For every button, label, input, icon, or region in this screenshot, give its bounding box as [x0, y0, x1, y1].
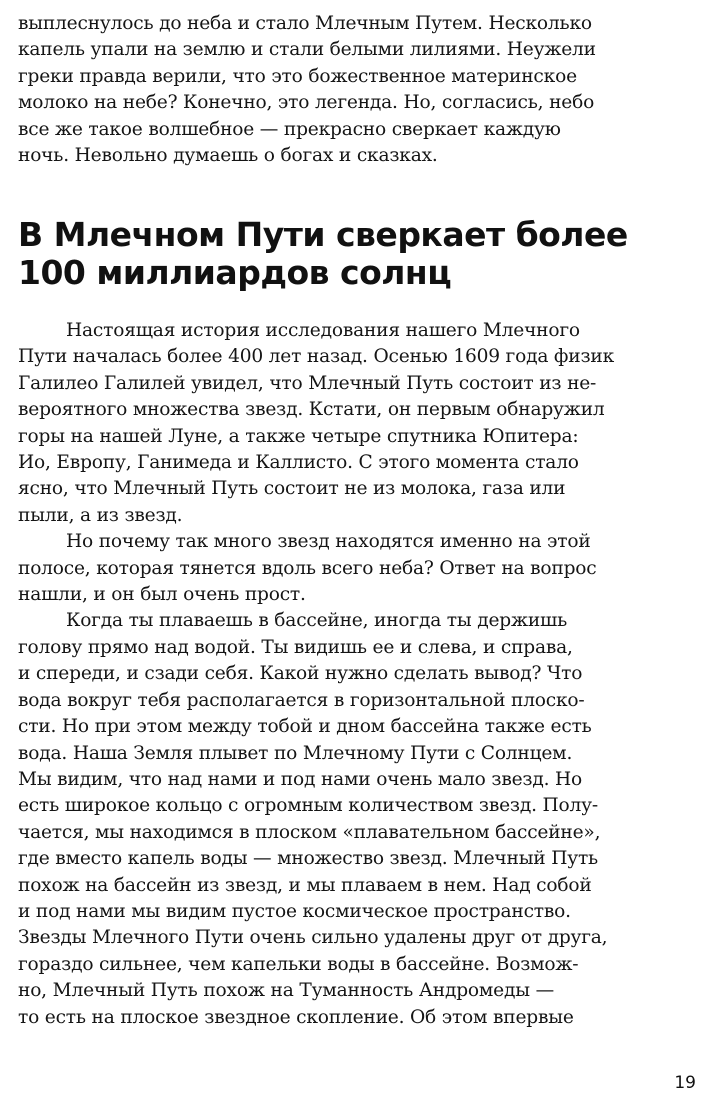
body-line: гораздо сильнее, чем капельки воды в бассейне. Возмож- — [18, 953, 579, 975]
body-line: Настоящая история исследования нашего Млечного — [66, 320, 580, 341]
body-line: Когда ты плаваешь в бассейне, иногда ты держишь — [66, 610, 568, 632]
body-line: Пути началась более 400 лет назад. Осенью 1609 года физик — [18, 346, 615, 368]
body-line: и под нами мы видим пустое космическое пространство. — [18, 900, 571, 922]
intro-paragraph — [18, 11, 596, 169]
body-line: где вместо капель воды — множество звезд. Млечный Путь — [18, 848, 598, 870]
heading-line: 100 миллиардов солнц — [18, 253, 452, 292]
body-line: но, Млечный Путь похож на Туманность Андромеды — — [18, 980, 554, 1002]
body-line: голову прямо над водой. Ты видишь ее и слева, и справа, — [18, 636, 573, 658]
body-line: Звезды Млечного Пути очень сильно удалены друг от друга, — [18, 927, 608, 949]
body-line: Мы видим, что над нами и под нами очень мало звезд. Но — [18, 768, 583, 790]
body-line: Но почему так много звезд находятся именно на этой — [66, 531, 591, 553]
body-line: то есть на плоское звездное скопление. Об этом впервые — [18, 1006, 574, 1028]
body-line: пыли, а из звезд. — [18, 504, 183, 526]
intro-line: ночь. Невольно думаешь о богах и сказках. — [18, 145, 438, 167]
body-line: чается, мы находимся в плоском «плавательном бассейне», — [18, 821, 601, 843]
body-line: ясно, что Млечный Путь состоит не из молока, газа или — [18, 478, 566, 500]
body-line: горы на нашей Луне, а также четыре спутника Юпитера: — [18, 425, 579, 447]
page-number: 19 — [674, 1073, 696, 1093]
intro-line: греки правда верили, что это божественное материнское — [18, 65, 577, 87]
intro-line: молоко на небе? Конечно, это легенда. Но, согласись, небо — [18, 92, 595, 114]
intro-line: все же такое волшебное — прекрасно сверкает каждую — [18, 118, 561, 140]
body-line: Ио, Европу, Ганимеда и Каллисто. С этого момента стало — [18, 452, 579, 474]
section-heading — [18, 215, 628, 292]
intro-line: капель упали на землю и стали белыми лилиями. Неужели — [18, 39, 596, 61]
body-line: нашли, и он был очень прост. — [18, 584, 306, 606]
body-line: сти. Но при этом между тобой и дном бассейна также есть — [18, 716, 592, 738]
body-line: полосе, которая тянется вдоль всего неба? Ответ на вопрос — [18, 557, 597, 579]
intro-line: выплеснулось до неба и стало Млечным Путем. Несколько — [18, 13, 592, 34]
body-line: есть широкое кольцо с огромным количеством звезд. Полу- — [18, 795, 598, 817]
body-line: похож на бассейн из звезд, и мы плаваем в нем. Над собой — [18, 874, 592, 896]
heading-line: В Млечном Пути сверкает более — [18, 215, 628, 254]
body-line: вода вокруг тебя располагается в горизонтальной плоско- — [18, 689, 585, 711]
body-line: Галилео Галилей увидел, что Млечный Путь состоит из не- — [18, 372, 597, 394]
section-body — [18, 318, 615, 1031]
body-line: и спереди, и сзади себя. Какой нужно сделать вывод? Что — [18, 663, 583, 685]
body-line: вода. Наша Земля плывет по Млечному Пути с Солнцем. — [18, 742, 573, 764]
body-line: вероятного множества звезд. Кстати, он первым обнаружил — [18, 399, 605, 421]
